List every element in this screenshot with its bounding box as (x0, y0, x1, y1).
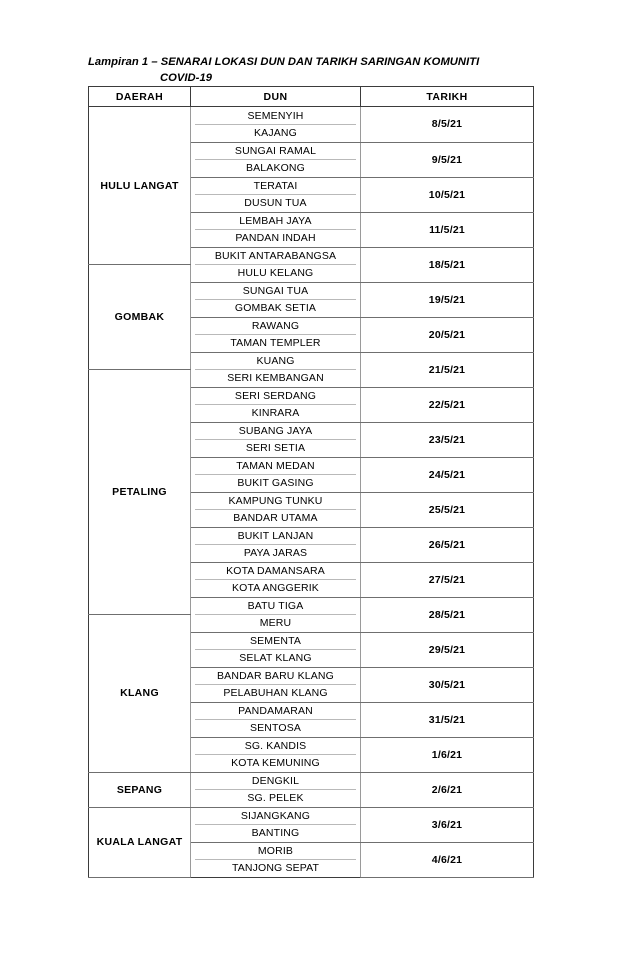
tarikh-cell: 25/5/21 (361, 492, 534, 527)
tarikh-cell: 19/5/21 (361, 282, 534, 317)
dun-cell (191, 632, 361, 650)
dun-cell (191, 720, 361, 738)
dun-label: BANDAR UTAMA (233, 512, 318, 525)
dun-cell (191, 160, 361, 178)
screening-schedule-table-wrapper (88, 86, 533, 878)
table-header-row (89, 87, 534, 107)
dun-cell (191, 667, 361, 685)
dun-cell (191, 125, 361, 143)
dun-cell (191, 860, 361, 878)
dun-label: TERATAI (253, 179, 298, 192)
dun-label: SUBANG JAYA (238, 424, 313, 437)
tarikh-cell: 28/5/21 (361, 597, 534, 632)
dun-label: PANDAN INDAH (235, 232, 316, 245)
dun-label: TANJONG SEPAT (231, 862, 320, 875)
dun-cell (191, 247, 361, 265)
dun-label: KAJANG (254, 127, 297, 140)
dun-cell (191, 370, 361, 388)
dun-label: BATU TIGA (247, 599, 304, 612)
tarikh-cell: 9/5/21 (361, 142, 534, 177)
dun-label: MERU (259, 617, 292, 630)
tarikh-cell: 31/5/21 (361, 702, 534, 737)
dun-label: BALAKONG (246, 162, 305, 175)
dun-cell (191, 317, 361, 335)
dun-label: BANDAR BARU KLANG (217, 669, 334, 682)
dun-label: DENGKIL (251, 774, 300, 787)
dun-cell (191, 650, 361, 668)
tarikh-cell: 2/6/21 (361, 772, 534, 807)
dun-cell (191, 265, 361, 283)
dun-label: KUANG (256, 354, 295, 367)
dun-cell (191, 475, 361, 493)
dun-cell (191, 545, 361, 563)
dun-cell (191, 282, 361, 300)
dun-cell (191, 422, 361, 440)
tarikh-cell: 4/6/21 (361, 842, 534, 878)
dun-label: TAMAN MEDAN (236, 459, 315, 472)
dun-cell (191, 177, 361, 195)
dun-label: TAMAN TEMPLER (230, 337, 321, 350)
dun-label: BUKIT LANJAN (237, 529, 314, 542)
dun-label: SELAT KLANG (239, 652, 312, 665)
column-header-dun: DUN (191, 87, 361, 107)
dun-label: LEMBAH JAYA (239, 214, 312, 227)
tarikh-cell: 11/5/21 (361, 212, 534, 247)
dun-cell (191, 842, 361, 860)
dun-cell (191, 562, 361, 580)
dun-cell (191, 737, 361, 755)
dun-cell (191, 510, 361, 528)
dun-label: KOTA ANGGERIK (232, 582, 319, 595)
tarikh-cell: 29/5/21 (361, 632, 534, 667)
tarikh-cell: 8/5/21 (361, 107, 534, 143)
dun-cell (191, 352, 361, 370)
dun-cell (191, 580, 361, 598)
tarikh-cell: 23/5/21 (361, 422, 534, 457)
dun-cell (191, 230, 361, 248)
dun-label: RAWANG (251, 319, 300, 332)
dun-label: MORIB (257, 844, 294, 857)
document-title (88, 55, 528, 86)
dun-label: SERI SETIA (245, 442, 306, 455)
dun-label: SEMENYIH (247, 109, 304, 122)
screening-schedule-table (88, 86, 534, 878)
dun-label: SUNGAI RAMAL (234, 144, 317, 157)
daerah-cell: HULU LANGAT (89, 107, 191, 265)
dun-label: SUNGAI TUA (242, 284, 309, 297)
dun-label: DUSUN TUA (244, 197, 307, 210)
dun-label: BUKIT ANTARABANGSA (214, 249, 337, 262)
daerah-cell: GOMBAK (89, 265, 191, 370)
tarikh-cell: 18/5/21 (361, 247, 534, 282)
dun-cell (191, 615, 361, 633)
dun-cell (191, 597, 361, 615)
dun-label: SG. PELEK (247, 792, 304, 805)
tarikh-cell: 24/5/21 (361, 457, 534, 492)
table-row (89, 107, 534, 125)
table-body (89, 107, 534, 878)
dun-cell (191, 387, 361, 405)
daerah-cell: KLANG (89, 615, 191, 773)
dun-cell (191, 300, 361, 318)
dun-label: SG. KANDIS (244, 739, 307, 752)
dun-label: KINRARA (251, 407, 300, 420)
dun-label: BUKIT GASING (237, 477, 314, 490)
dun-label: SENTOSA (249, 722, 302, 735)
dun-cell (191, 825, 361, 843)
table-header (89, 87, 534, 107)
tarikh-cell: 30/5/21 (361, 667, 534, 702)
column-header-daerah: DAERAH (89, 87, 191, 107)
dun-label: KAMPUNG TUNKU (228, 494, 323, 507)
tarikh-cell: 20/5/21 (361, 317, 534, 352)
daerah-cell: PETALING (89, 370, 191, 615)
dun-label: SIJANGKANG (240, 809, 311, 822)
dun-cell (191, 527, 361, 545)
dun-cell (191, 142, 361, 160)
dun-cell (191, 457, 361, 475)
dun-label: KOTA KEMUNING (231, 757, 320, 770)
dun-cell (191, 790, 361, 808)
table-row (89, 772, 534, 790)
daerah-cell: KUALA LANGAT (89, 807, 191, 878)
tarikh-cell: 10/5/21 (361, 177, 534, 212)
dun-cell (191, 772, 361, 790)
tarikh-cell: 3/6/21 (361, 807, 534, 842)
dun-cell (191, 335, 361, 353)
dun-label: KOTA DAMANSARA (226, 564, 325, 577)
dun-label: PANDAMARAN (238, 704, 313, 717)
dun-cell (191, 195, 361, 213)
title-line-primary: Lampiran 1 – SENARAI LOKASI DUN DAN TARIKH SARINGAN KOMUNITI (88, 56, 480, 68)
daerah-cell: SEPANG (89, 772, 191, 807)
tarikh-cell: 21/5/21 (361, 352, 534, 387)
dun-label: SERI SERDANG (234, 389, 317, 402)
title-line-secondary: COVID-19 (160, 71, 213, 84)
tarikh-cell: 22/5/21 (361, 387, 534, 422)
dun-cell (191, 755, 361, 773)
dun-label: PELABUHAN KLANG (223, 687, 328, 700)
dun-cell (191, 492, 361, 510)
tarikh-cell: 26/5/21 (361, 527, 534, 562)
dun-cell (191, 107, 361, 125)
dun-label: GOMBAK SETIA (234, 302, 317, 315)
table-row (89, 807, 534, 825)
dun-cell (191, 405, 361, 423)
tarikh-cell: 1/6/21 (361, 737, 534, 772)
dun-cell (191, 440, 361, 458)
dun-cell (191, 685, 361, 703)
dun-label: PAYA JARAS (243, 547, 308, 560)
dun-cell (191, 702, 361, 720)
column-header-tarikh: TARIKH (361, 87, 534, 107)
dun-label: HULU KELANG (237, 267, 314, 280)
dun-cell (191, 212, 361, 230)
tarikh-cell: 27/5/21 (361, 562, 534, 597)
dun-label: SEMENTA (249, 634, 302, 647)
dun-label: BANTING (251, 827, 300, 840)
dun-cell (191, 807, 361, 825)
dun-label: SERI KEMBANGAN (227, 372, 324, 385)
